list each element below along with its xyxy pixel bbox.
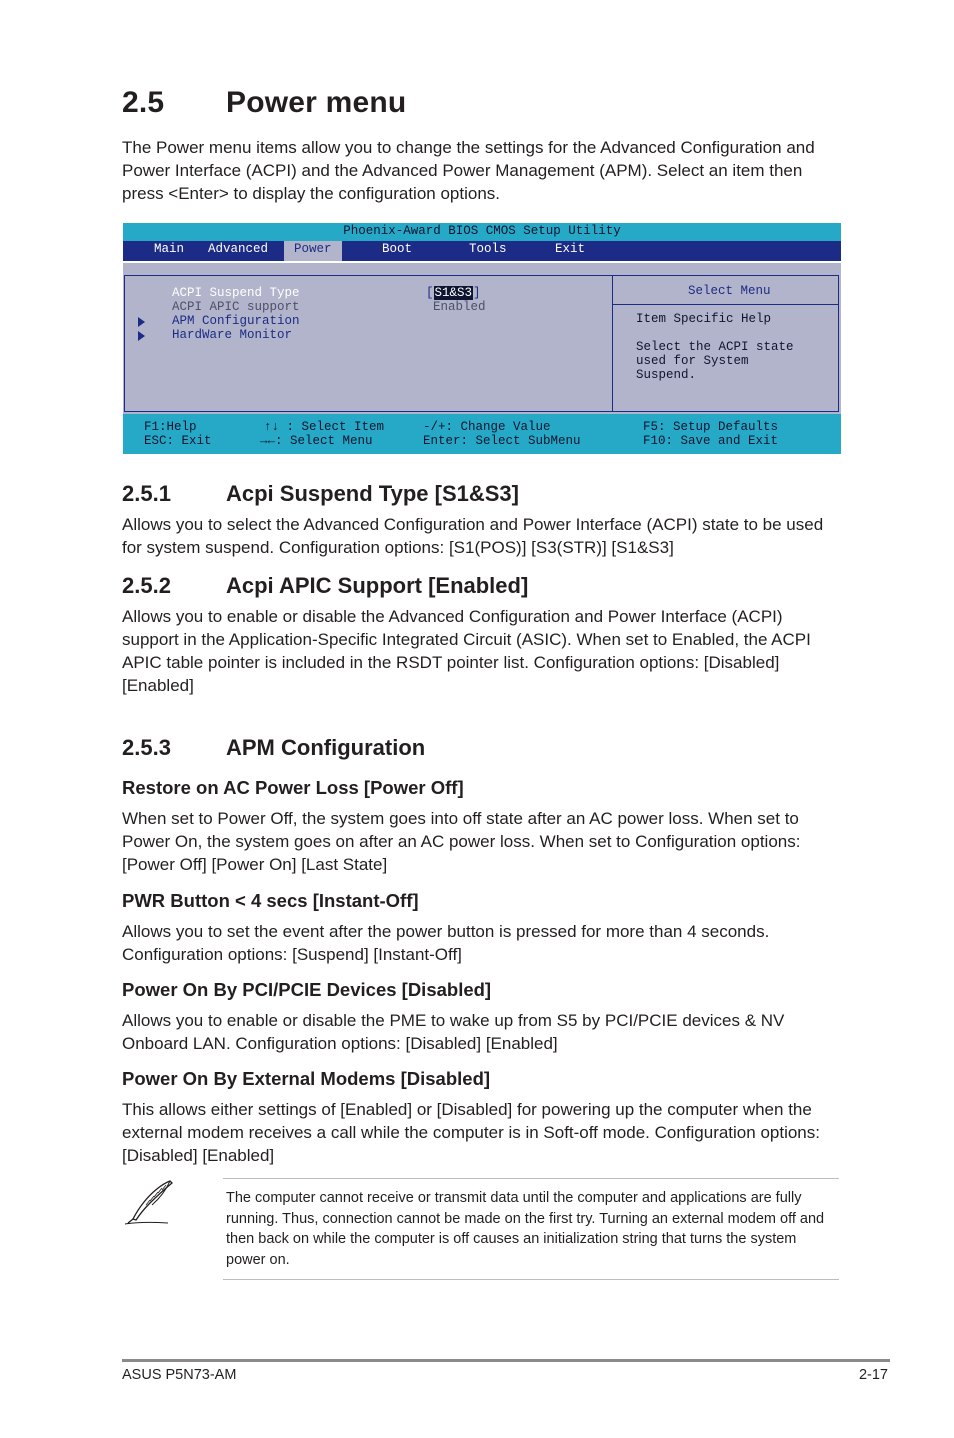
bracket-close: ] [473,286,481,300]
intro-paragraph: The Power menu items allow you to change the settings for the Advanced Configuration and Power Interface (ACPI) and the Advanced Power Management (APM). Select an item then press <Enter> to display the configuration options. [122,138,815,203]
key-f5-defaults: F5: Setup Defaults [643,420,779,434]
key-change-value: -/+: Change Value [423,420,551,434]
section-body-2-5-2: Allows you to enable or disable the Advanced Configuration and Power Interface (ACPI) support in the Application-Specific Integrated Circuit (ASIC). When set to Enabled, the ACPI APIC table pointer is included in the RSDT pointer list. Configuration options: [Disabled] [Enabled] [122,607,811,695]
bios-item-acpi-suspend-type[interactable]: ACPI Suspend Type [172,286,300,300]
bios-help-line: Select the ACPI state [636,340,794,354]
bios-value-acpi-suspend-type[interactable] [426,286,481,300]
bios-panel-frame [124,275,839,412]
key-f1-help: F1:Help [144,420,197,434]
bios-menu-power[interactable]: Power [284,241,342,263]
page-title [122,86,406,120]
bios-menubar [123,241,841,261]
section-title: Acpi APIC Support [Enabled] [226,573,529,598]
section-title: Acpi Suspend Type [S1&S3] [226,481,519,506]
title-number: 2.5 [122,86,165,119]
key-select-item: ↑↓ : Select Item [264,420,385,434]
title-text: Power menu [226,86,407,119]
footer-page-number: 2-17 [858,1367,888,1383]
section-body-2-5-1: Allows you to select the Advanced Configuration and Power Interface (ACPI) state to be used for system suspend. Configuration options: [S1(POS)] [S3(STR)] [S1&S3] [122,515,824,557]
bios-help-header: Select Menu [688,284,771,298]
bios-key-legend [123,416,841,454]
section-number: 2.5.2 [122,573,171,598]
bios-item-hardware-monitor[interactable]: HardWare Monitor [172,328,293,342]
footer-product: ASUS P5N73-AM [122,1367,237,1383]
key-select-submenu: Enter: Select SubMenu [423,434,581,448]
key-f10-save-exit: F10: Save and Exit [643,434,779,448]
bios-help-line: Suspend. [636,368,697,382]
bios-menu-boot[interactable]: Boot [382,242,413,256]
bios-help-line: used for System [636,354,749,368]
bios-value-acpi-apic-support[interactable]: Enabled [433,300,486,314]
section-heading-2-5-3 [122,735,425,761]
bios-item-acpi-apic-support[interactable]: ACPI APIC support [172,300,300,314]
subheading-power-on-pci: Power On By PCI/PCIE Devices [Disabled] [122,979,492,1000]
selected-value: S1&S3 [434,286,473,300]
bios-title: Phoenix-Award BIOS CMOS Setup Utility [343,224,621,238]
section-heading-2-5-2 [122,573,528,599]
subheading-restore-ac-power-loss: Restore on AC Power Loss [Power Off] [122,777,464,798]
note-rule-bottom [223,1279,839,1280]
bios-menu-tools[interactable]: Tools [469,242,507,256]
bios-menu-main[interactable]: Main [154,242,185,256]
key-select-menu: →←: Select Menu [260,434,373,448]
bios-help-title: Item Specific Help [636,312,772,326]
section-title: APM Configuration [226,735,426,760]
submenu-arrow-icon [138,317,145,327]
footer-rule [122,1359,890,1362]
bios-panel [123,261,841,414]
body-pwr-button: Allows you to set the event after the power button is pressed for more than 4 seconds. Configuration options: [Suspend] [Instant-Off] [122,922,770,964]
body-power-on-pci: Allows you to enable or disable the PME to wake up from S5 by PCI/PCIE devices & NV Onboard LAN. Configuration options: [Disabled] [Enabled] [122,1011,785,1053]
submenu-arrow-icon [138,331,145,341]
subheading-pwr-button: PWR Button < 4 secs [Instant-Off] [122,890,419,911]
body-restore-ac-power-loss: When set to Power Off, the system goes into off state after an AC power loss. When set to Power On, the system goes on after an AC power loss. When set to Configuration options: [Power Off] [Power On] [Last State] [122,809,801,874]
section-number: 2.5.1 [122,481,171,506]
note-rule-top [223,1178,839,1179]
key-esc-exit: ESC: Exit [144,434,212,448]
subheading-power-on-modems: Power On By External Modems [Disabled] [122,1068,491,1089]
body-power-on-modems: This allows either settings of [Enabled] or [Disabled] for powering up the computer when the external modem receives a call while the computer is in Soft-off mode. Configuration options: [Disabled] [Enabled] [122,1100,820,1165]
bios-menu-advanced[interactable]: Advanced [208,242,269,256]
section-heading-2-5-1 [122,481,519,507]
note-text: The computer cannot receive or transmit data until the computer and applications are fully running. Thus, connection cannot be made on the first try. Turning an external modem off and then back on while the computer is off causes an initialization string that turns the system power on. [226,1190,825,1268]
bios-menu-exit[interactable]: Exit [555,242,586,256]
bios-item-apm-configuration[interactable]: APM Configuration [172,314,300,328]
pen-icon [122,1178,178,1226]
bios-screenshot [123,223,841,454]
bracket-open: [ [426,286,434,300]
section-number: 2.5.3 [122,735,171,760]
